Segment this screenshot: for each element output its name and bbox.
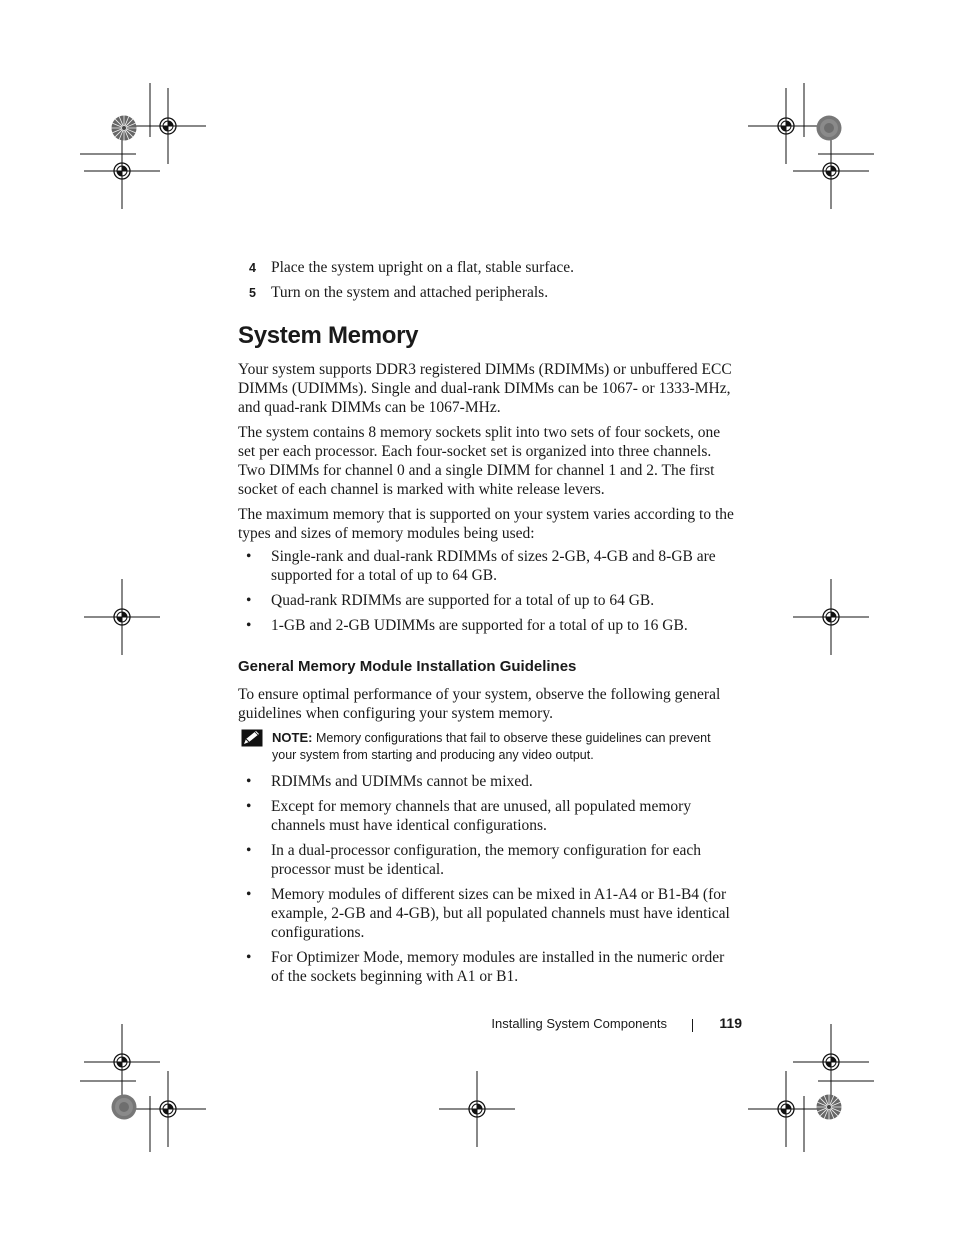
starburst-target-icon [817, 1095, 842, 1120]
bullet-icon: • [246, 842, 252, 859]
step-number: 5 [249, 286, 256, 300]
step-4 [238, 258, 738, 277]
paragraph-sockets: The system contains 8 memory sockets split into two sets of four sockets, one set per each processor. Each four-socket set is organized into three channels. Two DIMMs for channel 0 and a single DIMM for channel 1 and 2. The first socket of each channel is marked with white release levers. [238, 424, 721, 498]
note-label: NOTE: [272, 730, 313, 745]
step-number: 4 [249, 261, 256, 275]
note-box [238, 729, 738, 764]
registration-mark-icon [84, 1024, 160, 1100]
page-footer [470, 1015, 742, 1035]
registration-mark-icon [439, 1071, 515, 1147]
bullet-icon: • [246, 798, 252, 815]
bullet-icon: • [246, 548, 252, 565]
registration-mark-icon [748, 88, 824, 164]
gray-target-icon [817, 116, 842, 141]
list-item: • Single-rank and dual-rank RDIMMs of sizes 2-GB, 4-GB and 8-GB are supported for a total of up to 64 GB. [246, 548, 716, 584]
registration-mark-icon [84, 579, 160, 655]
bullet-icon: • [246, 617, 252, 634]
step-text: Turn on the system and attached peripherals. [271, 284, 549, 301]
max-memory-list [238, 547, 738, 635]
gray-target-icon [112, 1095, 137, 1120]
section-title: System Memory [238, 322, 419, 349]
paragraph-max-memory: The maximum memory that is supported on your system varies according to the types and sizes of memory modules being used: [238, 506, 734, 542]
bullet-icon: • [246, 592, 252, 609]
registration-mark-icon [130, 88, 206, 164]
registration-mark-icon [793, 133, 869, 209]
footer-divider [692, 1019, 693, 1032]
registration-mark-icon [793, 579, 869, 655]
paragraph-ddr3: Your system supports DDR3 registered DIMMs (RDIMMs) or unbuffered ECC DIMMs (UDIMMs). Single and dual-rank DIMMs can be 1067- or 1333-MHz, and quad-rank DIMMs can be 1067-MHz. [238, 361, 732, 416]
list-item: • Except for memory channels that are unused, all populated memory channels must have identical configurations. [246, 798, 692, 834]
registration-mark-icon [748, 1071, 824, 1147]
bullet-icon: • [246, 949, 252, 966]
footer-chapter-title: Installing System Components [491, 1016, 667, 1031]
list-item: • In a dual-processor configuration, the memory configuration for each processor must be identical. [246, 842, 701, 878]
guidelines-intro: To ensure optimal performance of your system, observe the following general guidelines when configuring your system memory. [238, 686, 721, 722]
list-item: • 1-GB and 2-GB UDIMMs are supported for a total of up to 16 GB. [246, 617, 688, 634]
starburst-target-icon [112, 116, 137, 141]
note-text: Memory configurations that fail to observe these guidelines can prevent your system from starting and producing any video output. [272, 731, 711, 762]
list-item: • For Optimizer Mode, memory modules are installed in the numeric order of the sockets beginning with A1 or B1. [246, 949, 725, 985]
page-content [238, 258, 738, 992]
list-item: • Quad-rank RDIMMs are supported for a total of up to 64 GB. [246, 592, 655, 609]
bullet-icon: • [246, 773, 252, 790]
pencil-note-icon [241, 729, 263, 752]
step-text: Place the system upright on a flat, stable surface. [271, 259, 575, 276]
subsection-title: General Memory Module Installation Guidelines [238, 658, 577, 675]
list-item: • RDIMMs and UDIMMs cannot be mixed. [246, 773, 533, 790]
bullet-icon: • [246, 886, 252, 903]
step-5 [238, 283, 738, 302]
registration-mark-icon [793, 1024, 869, 1100]
page-number: 119 [719, 1015, 742, 1031]
guidelines-list [238, 772, 738, 986]
list-item: • Memory modules of different sizes can be mixed in A1-A4 or B1-B4 (for example, 2-GB and 4-GB), but all populated channels must have identical configurations. [246, 886, 730, 941]
registration-mark-icon [84, 133, 160, 209]
registration-mark-icon [130, 1071, 206, 1147]
